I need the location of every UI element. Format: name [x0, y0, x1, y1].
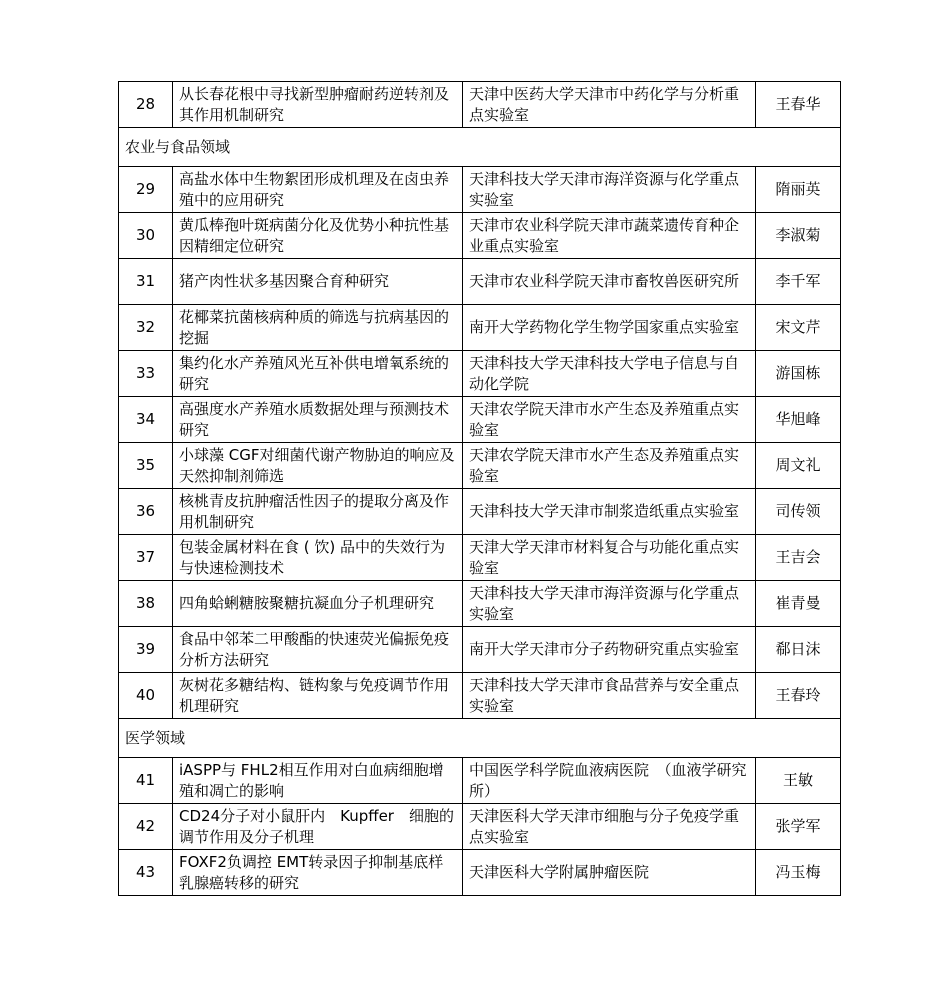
table-row — [119, 397, 841, 443]
host-institution-text: 天津农学院天津市水产生态及养殖重点实验室 — [469, 445, 740, 485]
table-row — [119, 535, 841, 581]
project-number: 35 — [119, 443, 173, 489]
project-title — [173, 397, 463, 443]
host-institution — [463, 758, 756, 804]
project-title — [173, 259, 463, 305]
host-institution — [463, 489, 756, 535]
host-institution — [463, 305, 756, 351]
project-title — [173, 581, 463, 627]
project-number: 41 — [119, 758, 173, 804]
project-number: 42 — [119, 804, 173, 850]
project-number: 43 — [119, 850, 173, 896]
project-number: 37 — [119, 535, 173, 581]
host-institution — [463, 213, 756, 259]
principal-investigator: 王敏 — [756, 758, 841, 804]
document-page — [118, 81, 840, 896]
host-institution — [463, 535, 756, 581]
project-number: 40 — [119, 673, 173, 719]
host-institution — [463, 443, 756, 489]
host-institution — [463, 351, 756, 397]
section-row — [119, 128, 841, 167]
host-institution — [463, 804, 756, 850]
project-title-text: 小球藻 CGF对细菌代谢产物胁迫的响应及天然抑制剂筛选 — [179, 445, 455, 485]
project-title — [173, 167, 463, 213]
principal-investigator: 王春华 — [756, 82, 841, 128]
table-row — [119, 489, 841, 535]
table-row — [119, 804, 841, 850]
principal-investigator: 王春玲 — [756, 673, 841, 719]
project-title-text: CD24分子对小鼠肝内 Kupffer 细胞的调节作用及分子机理 — [179, 806, 454, 846]
project-number: 39 — [119, 627, 173, 673]
project-title-text: 高强度水产养殖水质数据处理与预测技术研究 — [179, 399, 450, 439]
host-institution-text: 天津医科大学天津市细胞与分子免疫学重点实验室 — [469, 806, 740, 846]
host-institution-text: 天津农学院天津市水产生态及养殖重点实验室 — [469, 399, 740, 439]
project-title-text: 包装金属材料在食 ( 饮) 品中的失效行为与快速检测技术 — [179, 537, 446, 577]
host-institution — [463, 850, 756, 896]
project-title — [173, 213, 463, 259]
table-row — [119, 351, 841, 397]
project-title-text: 集约化水产养殖风光互补供电增氧系统的研究 — [179, 353, 450, 393]
principal-investigator: 王吉会 — [756, 535, 841, 581]
project-number: 32 — [119, 305, 173, 351]
principal-investigator: 华旭峰 — [756, 397, 841, 443]
project-title — [173, 758, 463, 804]
project-title — [173, 850, 463, 896]
table-row — [119, 82, 841, 128]
project-title-text: iASPP与 FHL2相互作用对白血病细胞增殖和凋亡的影响 — [179, 760, 444, 800]
table-row — [119, 581, 841, 627]
table-row — [119, 213, 841, 259]
host-institution — [463, 259, 756, 305]
host-institution — [463, 397, 756, 443]
project-number: 31 — [119, 259, 173, 305]
principal-investigator: 郗日沫 — [756, 627, 841, 673]
project-title — [173, 673, 463, 719]
host-institution-text: 南开大学药物化学生物学国家重点实验室 — [469, 318, 740, 336]
project-title — [173, 627, 463, 673]
principal-investigator: 冯玉梅 — [756, 850, 841, 896]
project-table-body — [119, 82, 841, 896]
table-row — [119, 673, 841, 719]
project-title — [173, 535, 463, 581]
project-title-text: 灰树花多糖结构、链构象与免疫调节作用机理研究 — [179, 675, 450, 715]
project-number: 38 — [119, 581, 173, 627]
project-table — [118, 81, 841, 896]
host-institution — [463, 673, 756, 719]
section-label: 农业与食品领域 — [119, 128, 841, 167]
project-title-text: 花椰菜抗菌核病种质的筛选与抗病基因的挖掘 — [179, 307, 450, 347]
project-title-text: 黄瓜棒孢叶斑病菌分化及优势小种抗性基因精细定位研究 — [179, 215, 450, 255]
principal-investigator: 李千军 — [756, 259, 841, 305]
host-institution-text: 天津市农业科学院天津市畜牧兽医研究所 — [469, 272, 740, 290]
project-title — [173, 82, 463, 128]
principal-investigator: 张学军 — [756, 804, 841, 850]
section-row — [119, 719, 841, 758]
host-institution-text: 南开大学天津市分子药物研究重点实验室 — [469, 640, 740, 658]
table-row — [119, 758, 841, 804]
principal-investigator: 隋丽英 — [756, 167, 841, 213]
principal-investigator: 司传领 — [756, 489, 841, 535]
host-institution — [463, 581, 756, 627]
table-row — [119, 627, 841, 673]
project-title — [173, 305, 463, 351]
project-title-text: 高盐水体中生物絮团形成机理及在卤虫养殖中的应用研究 — [179, 169, 450, 209]
host-institution — [463, 82, 756, 128]
project-number: 33 — [119, 351, 173, 397]
principal-investigator: 李淑菊 — [756, 213, 841, 259]
project-title — [173, 351, 463, 397]
table-row — [119, 850, 841, 896]
project-number: 28 — [119, 82, 173, 128]
host-institution-text: 天津科技大学天津市海洋资源与化学重点实验室 — [469, 169, 740, 209]
principal-investigator: 崔青曼 — [756, 581, 841, 627]
project-number: 30 — [119, 213, 173, 259]
host-institution-text: 天津市农业科学院天津市蔬菜遗传育种企业重点实验室 — [469, 215, 740, 255]
table-row — [119, 305, 841, 351]
project-title — [173, 489, 463, 535]
section-label: 医学领域 — [119, 719, 841, 758]
project-title — [173, 443, 463, 489]
host-institution-text: 天津科技大学天津市海洋资源与化学重点实验室 — [469, 583, 740, 623]
principal-investigator: 游国栋 — [756, 351, 841, 397]
host-institution-text: 天津医科大学附属肿瘤医院 — [469, 863, 650, 881]
host-institution-text: 天津中医药大学天津市中药化学与分析重点实验室 — [469, 84, 740, 124]
table-row — [119, 167, 841, 213]
table-row — [119, 443, 841, 489]
principal-investigator: 宋文芹 — [756, 305, 841, 351]
project-title-text: 从长春花根中寻找新型肿瘤耐药逆转剂及其作用机制研究 — [179, 84, 450, 124]
project-number: 29 — [119, 167, 173, 213]
table-row — [119, 259, 841, 305]
project-number: 36 — [119, 489, 173, 535]
host-institution-text: 天津科技大学天津科技大学电子信息与自动化学院 — [469, 353, 740, 393]
project-title-text: FOXF2负调控 EMT转录因子抑制基底样乳腺癌转移的研究 — [179, 852, 444, 892]
project-title-text: 核桃青皮抗肿瘤活性因子的提取分离及作用机制研究 — [179, 491, 450, 531]
host-institution-text: 中国医学科学院血液病医院 （血液学研究所） — [469, 760, 747, 800]
project-title — [173, 804, 463, 850]
host-institution — [463, 627, 756, 673]
host-institution — [463, 167, 756, 213]
project-title-text: 四角蛤蜊糖胺聚糖抗凝血分子机理研究 — [179, 594, 435, 612]
host-institution-text: 天津科技大学天津市食品营养与安全重点实验室 — [469, 675, 740, 715]
host-institution-text: 天津科技大学天津市制浆造纸重点实验室 — [469, 502, 740, 520]
project-number: 34 — [119, 397, 173, 443]
project-title-text: 食品中邻苯二甲酸酯的快速荧光偏振免疫分析方法研究 — [179, 629, 450, 669]
principal-investigator: 周文礼 — [756, 443, 841, 489]
project-title-text: 猪产肉性状多基因聚合育种研究 — [179, 272, 390, 290]
host-institution-text: 天津大学天津市材料复合与功能化重点实验室 — [469, 537, 740, 577]
